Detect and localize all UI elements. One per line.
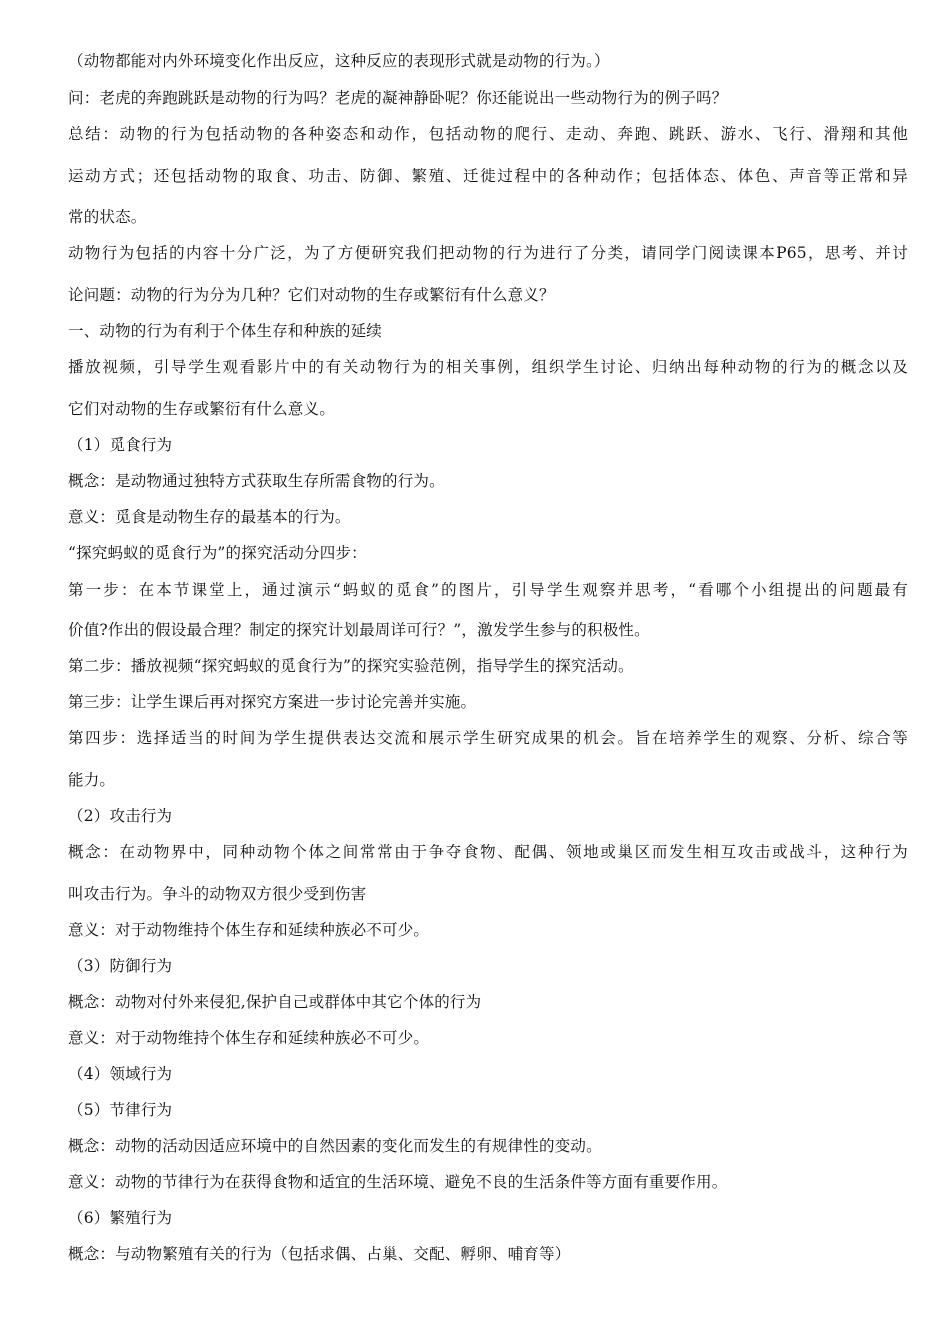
text-line-step3: 第三步：让学生课后再对探究方案进一步讨论完善并实施。: [68, 693, 477, 711]
text-line-step1-b: 价值?作出的假设最合理？制定的探究计划最周详可行？”，激发学生参与的积极性。: [68, 621, 650, 639]
text-line-intro-note: （动物都能对内外环境变化作出反应，这种反应的表现形式就是动物的行为。）: [68, 52, 610, 70]
text-line-question: 问：老虎的奔跑跳跃是动物的行为吗？老虎的凝神静卧呢？你还能说出一些动物行为的例子吗？: [68, 89, 728, 107]
text-line-classification-2: 论问题：动物的行为分为几种？它们对动物的生存或繁衍有什么意义？: [68, 286, 555, 304]
text-line-step4-b: 能力。: [68, 771, 116, 789]
text-line-rhythm-meaning: 意义：动物的节律行为在获得食物和适宜的生活环境、避免不良的生活条件等方面有重要作用。: [68, 1173, 728, 1191]
text-line-defense-meaning: 意义：对于动物维持个体生存和延续种族必不可少。: [68, 1029, 430, 1047]
text-line-attack-meaning: 意义：对于动物维持个体生存和延续种族必不可少。: [68, 921, 430, 939]
text-line-step2: 第二步：播放视频“探究蚂蚁的觅食行为”的探究实验范例，指导学生的探究活动。: [68, 657, 634, 675]
text-line-summary-1: 总结：动物的行为包括动物的各种姿态和动作，包括动物的爬行、走动、奔跑、跳跃、游水、飞行、滑翔和其他: [68, 125, 908, 143]
subheading-reproduction: （6）繁殖行为: [68, 1209, 173, 1227]
text-line-video-1: 播放视频，引导学生观看影片中的有关动物行为的相关事例，组织学生讨论、归纳出每种动物的行为的概念以及: [68, 358, 908, 376]
text-line-video-2: 它们对动物的生存或繁衍有什么意义。: [68, 400, 335, 418]
text-line-reproduction-concept: 概念：与动物繁殖有关的行为（包括求偶、占巢、交配、孵卵、哺育等）: [68, 1245, 571, 1263]
text-line-foraging-concept: 概念：是动物通过独特方式获取生存所需食物的行为。: [68, 472, 445, 490]
text-line-attack-concept-1: 概念：在动物界中，同种动物个体之间常常由于争夺食物、配偶、领地或巢区而发生相互攻击或战斗，这种行为: [68, 843, 908, 861]
text-line-classification-1: 动物行为包括的内容十分广泛，为了方便研究我们把动物的行为进行了分类，请同学门阅读课本P65，思考、并讨: [68, 244, 908, 262]
text-line-ant-inquiry: “探究蚂蚁的觅食行为”的探究活动分四步：: [68, 544, 367, 562]
text-line-attack-concept-2: 叫攻击行为。争斗的动物双方很少受到伤害: [68, 885, 367, 903]
text-line-summary-3: 常的状态。: [68, 208, 147, 226]
text-line-defense-concept: 概念：动物对付外来侵犯,保护自己或群体中其它个体的行为: [68, 993, 482, 1011]
text-line-step1-a: 第一步：在本节课堂上，通过演示“蚂蚁的觅食”的图片，引导学生观察并思考，“看哪个小组提出的问题最有: [68, 581, 908, 599]
subheading-defense: （3）防御行为: [68, 957, 173, 975]
subheading-foraging: （1）觅食行为: [68, 436, 173, 454]
subheading-territory: （4）领域行为: [68, 1065, 173, 1083]
text-line-summary-2: 运动方式；还包括动物的取食、功击、防御、繁殖、迁徙过程中的各种动作；包括体态、体色、声音等正常和异: [68, 167, 908, 185]
text-line-foraging-meaning: 意义：觅食是动物生存的最基本的行为。: [68, 508, 351, 526]
text-line-step4-a: 第四步：选择适当的时间为学生提供表达交流和展示学生研究成果的机会。旨在培养学生的观察、分析、综合等: [68, 729, 908, 747]
subheading-attack: （2）攻击行为: [68, 807, 173, 825]
section-heading-1: 一、动物的行为有利于个体生存和种族的延续: [68, 322, 383, 340]
text-line-rhythm-concept: 概念：动物的活动因适应环境中的自然因素的变化而发生的有规律性的变动。: [68, 1137, 602, 1155]
subheading-rhythm: （5）节律行为: [68, 1101, 173, 1119]
